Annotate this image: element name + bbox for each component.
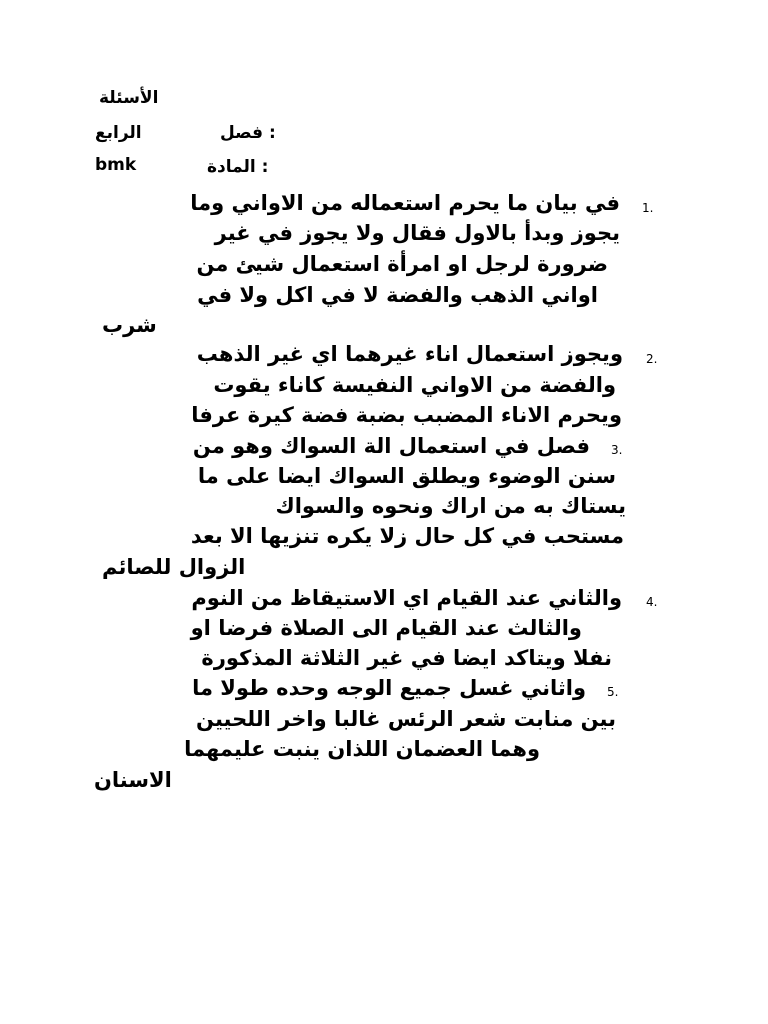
- text-line: ويجوز استعمال اناء غيرهما اي غير الذهب: [196, 342, 623, 366]
- text-line: يجوز وبدأ بالاول فقال ولا يجوز في غير: [214, 221, 620, 245]
- item-number-5: 5.: [607, 685, 619, 699]
- text-line: سنن الوضوء ويطلق السواك ايضا على ما: [197, 464, 616, 488]
- text-line: واثاني غسل جميع الوجه وحده طولا ما: [192, 676, 586, 700]
- text-line: ويحرم الاناء المضبب بضبة فضة كيرة عرفا: [191, 403, 622, 427]
- item-number-2: 2.: [646, 352, 658, 366]
- text-line: الزوال للصائم: [102, 555, 246, 579]
- item-number-3: 3.: [611, 443, 623, 457]
- text-line: والثاني عند القيام اي الاستيقاظ من النوم: [191, 586, 622, 610]
- text-line: نفلا ويتاكد ايضا في غير الثلاثة المذكورة: [201, 646, 612, 670]
- class-label: فصل :: [220, 123, 276, 143]
- item-number-4: 4.: [646, 595, 658, 609]
- text-line: مستحب في كل حال زلا يكره تنزيها الا بعد: [190, 524, 624, 548]
- item-number-1: 1.: [642, 201, 654, 215]
- text-line: يستاك به من اراك ونحوه والسواك: [275, 494, 626, 518]
- text-line: الاسنان: [94, 768, 172, 792]
- text-line: ضرورة لرجل او امرأة استعمال شيئ من: [196, 252, 608, 276]
- page-title: الأسئلة: [99, 88, 159, 108]
- text-line: والفضة من الاواني النفيسة كاناء يقوت: [213, 373, 616, 397]
- text-line: بين منابت شعر الرئس غالبا واخر اللحيين: [196, 707, 616, 731]
- text-line: شرب: [102, 313, 157, 337]
- text-line: والثالث عند القيام الى الصلاة فرضا او: [190, 616, 582, 640]
- class-value: الرابع: [95, 123, 142, 143]
- text-line: اواني الذهب والفضة لا في اكل ولا في: [197, 283, 598, 307]
- subject-label: المادة :: [207, 157, 269, 177]
- text-line: وهما العضمان اللذان ينبت عليمهما: [184, 737, 540, 761]
- text-line: فصل في استعمال الة السواك وهو من: [192, 434, 590, 458]
- text-line: في بيان ما يحرم استعماله من الاواني وما: [190, 191, 620, 215]
- subject-value: bmk: [95, 155, 137, 175]
